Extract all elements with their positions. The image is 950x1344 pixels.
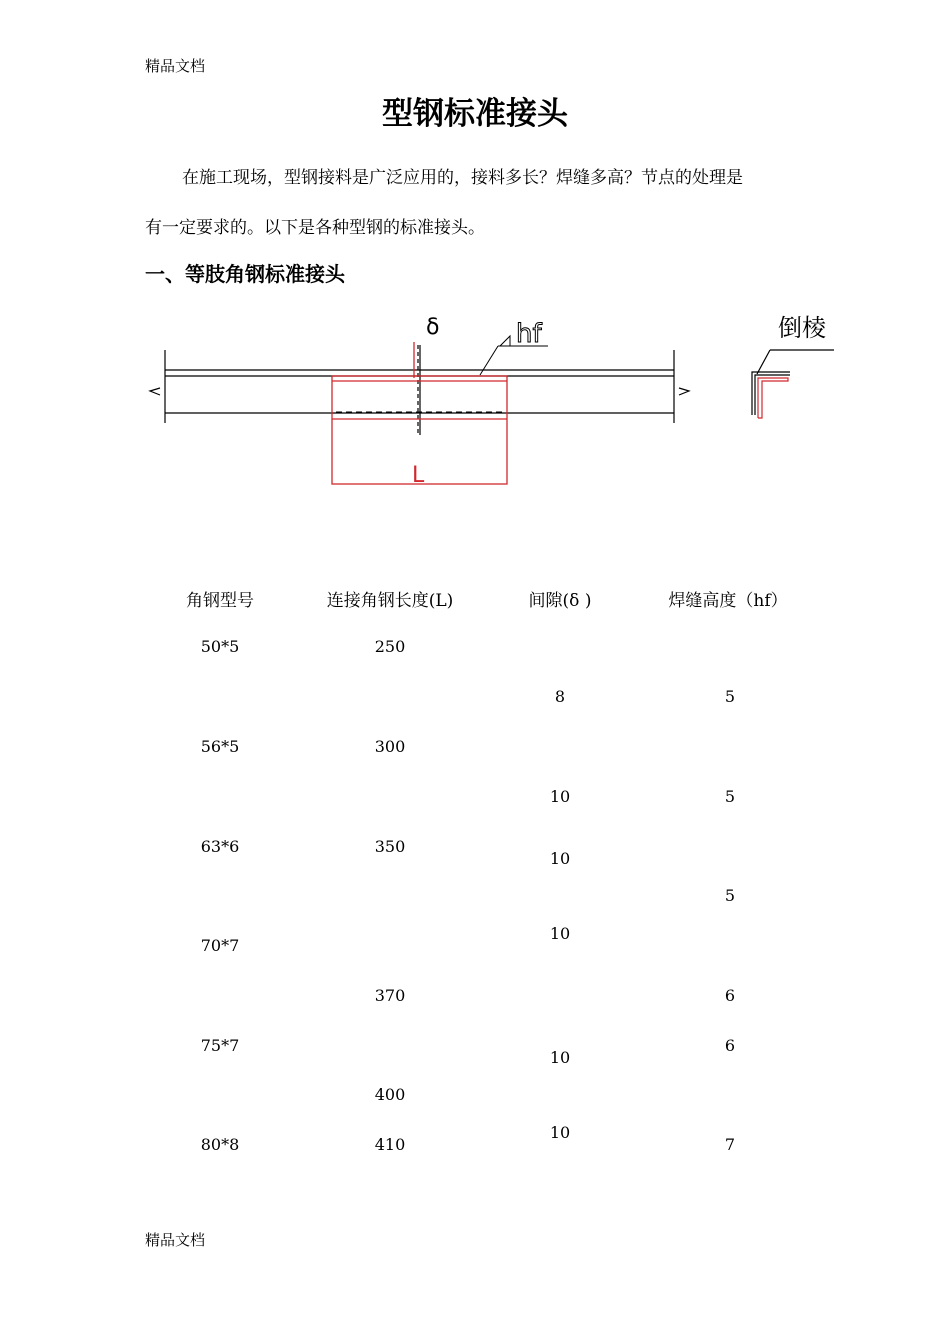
table-header-weld: 焊缝高度（hf） (668, 591, 788, 611)
table-cell-length: 350 (374, 837, 406, 856)
table-header-model: 角钢型号 (186, 591, 254, 611)
table-cell-weld: 6 (724, 986, 736, 1005)
table-cell-model: 75*7 (200, 1036, 240, 1055)
intro-line-2: 有一定要求的。以下是各种型钢的标准接头。 (145, 218, 485, 238)
table-cell-length: 370 (374, 986, 406, 1005)
splice-length-label: L (412, 463, 425, 488)
table-cell-model: 80*8 (200, 1135, 240, 1154)
table-header-length: 连接角钢长度(L) (326, 591, 454, 611)
table-cell-length: 410 (374, 1135, 406, 1154)
table-cell-length: 250 (374, 637, 406, 656)
table-cell-gap: 10 (549, 1123, 571, 1142)
table-cell-weld: 5 (724, 687, 736, 706)
table-cell-model: 50*5 (200, 637, 240, 656)
table-cell-weld: 5 (724, 787, 736, 806)
table-cell-gap: 10 (549, 849, 571, 868)
page-title: 型钢标准接头 (382, 96, 568, 132)
table-cell-gap: 10 (549, 787, 571, 806)
table-cell-gap: 8 (554, 687, 566, 706)
table-cell-model: 56*5 (200, 737, 240, 756)
table-header-gap: 间隙(δ ) (528, 591, 592, 611)
table-cell-length: 300 (374, 737, 406, 756)
page-footer-mark: 精品文档 (145, 1231, 206, 1249)
angle-joint-diagram (0, 300, 950, 500)
section-heading-equal-angle: 一、等肢角钢标准接头 (145, 262, 345, 286)
page-header-mark: 精品文档 (145, 57, 206, 75)
table-cell-model: 70*7 (200, 936, 240, 955)
weld-height-label: hf (516, 319, 542, 349)
angle-steel-member (150, 345, 689, 435)
table-cell-model: 63*6 (200, 837, 240, 856)
table-cell-gap: 10 (549, 1048, 571, 1067)
table-cell-gap: 10 (549, 924, 571, 943)
table-cell-weld: 6 (724, 1036, 736, 1055)
intro-line-1: 在施工现场，型钢接料是广泛应用的，接料多长？焊缝多高？节点的处理是 (182, 168, 743, 188)
table-cell-weld: 7 (724, 1135, 736, 1154)
gap-symbol: δ (426, 315, 440, 340)
table-cell-weld: 5 (724, 886, 736, 905)
table-cell-length: 400 (374, 1085, 406, 1104)
chamfer-label: 倒棱 (778, 314, 826, 342)
chamfer-detail (752, 350, 834, 418)
